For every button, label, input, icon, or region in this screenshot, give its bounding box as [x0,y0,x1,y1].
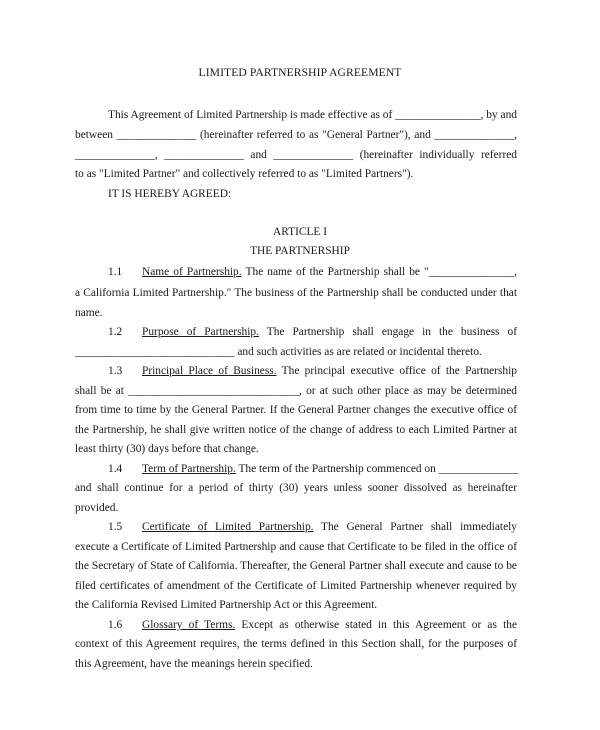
section-1-3-line: from time to time by the General Partner. If the General Partner changes the executive office of [75,404,517,416]
section-1-5-first-line [108,520,517,534]
section-text: The term of the Partnership commenced on ______________ [235,463,519,475]
agreed-statement: IT IS HEREBY AGREED: [108,188,232,200]
section-number: 1.5 [108,521,123,533]
section-text: The name of the Partnership shall be "_______________, [241,266,517,278]
section-1-1-line: a California Limited Partnership." The business of the Partnership shall be conducted under that [75,287,517,299]
section-1-5-line: execute a Certificate of Limited Partnership and cause that Certificate to be filed in the office of [75,541,517,553]
intro-line-4: to as "Limited Partner" and collectively referred to as "Limited Partners"). [75,168,414,180]
section-1-5-line: the California Revised Limited Partnership Act or this Agreement. [75,599,378,611]
section-text: The principal executive office of the Partnership [276,365,517,377]
section-1-4-line: and shall continue for a period of thirty (30) years unless sooner dissolved as hereinafter [75,482,517,494]
section-1-3-line: the Partnership, he shall give written notice of the change of address to each Limited Partner at [75,424,517,436]
section-heading: Purpose of Partnership. [142,326,259,338]
section-1-5-line: filed certificates of amendment of the Certificate of Limited Partnership whenever required by [75,580,517,592]
section-1-3-first-line [108,364,517,378]
section-1-2-first-line [108,325,517,339]
section-text: Except as otherwise stated in this Agreement or as the [235,619,517,631]
section-1-1-first-line [108,265,517,279]
section-text: The General Partner shall immediately [313,521,518,533]
section-1-3-line: shall be at ______________________________, or at such other place as may be determined [75,385,517,397]
intro-line-3: ______________, ______________ and ______________ (hereinafter individually referred [75,149,517,161]
section-1-6-line: this Agreement, have the meanings herein specified. [75,658,313,670]
section-heading: Principal Place of Business. [142,365,277,377]
section-heading: Certificate of Limited Partnership. [142,521,314,533]
section-1-6-first-line [108,618,517,632]
section-number: 1.6 [108,619,123,631]
section-1-4-first-line [108,462,517,476]
section-1-1-line: name. [75,307,103,319]
intro-line-2: between ______________ (hereinafter referred to as "General Partner"), and ______________, [75,129,517,141]
section-1-5-line: the Secretary of State of California. Thereafter, the General Partner shall execute and cause to be [75,560,517,572]
section-1-2-line: ____________________________ and such activities as are related or incidental thereto. [75,346,482,358]
section-number: 1.4 [108,463,123,475]
document-title: LIMITED PARTNERSHIP AGREEMENT [198,66,402,79]
section-1-3-line: least thirty (30) days before that change. [75,443,259,455]
section-number: 1.1 [108,266,123,278]
article-number: ARTICLE I [272,226,328,238]
section-heading: Glossary of Terms. [142,619,236,631]
section-text: The Partnership shall engage in the business of [258,326,517,338]
section-number: 1.3 [108,365,123,377]
section-heading: Name of Partnership. [142,266,242,278]
section-heading: Term of Partnership. [142,463,236,475]
section-1-6-line: context of this Agreement requires, the terms defined in this Section shall, for the purposes of [75,638,517,650]
article-title: THE PARTNERSHIP [250,245,350,257]
section-1-4-line: provided. [75,502,119,514]
intro-line-1: This Agreement of Limited Partnership is made effective as of _______________, by and [108,109,517,121]
section-number: 1.2 [108,326,123,338]
